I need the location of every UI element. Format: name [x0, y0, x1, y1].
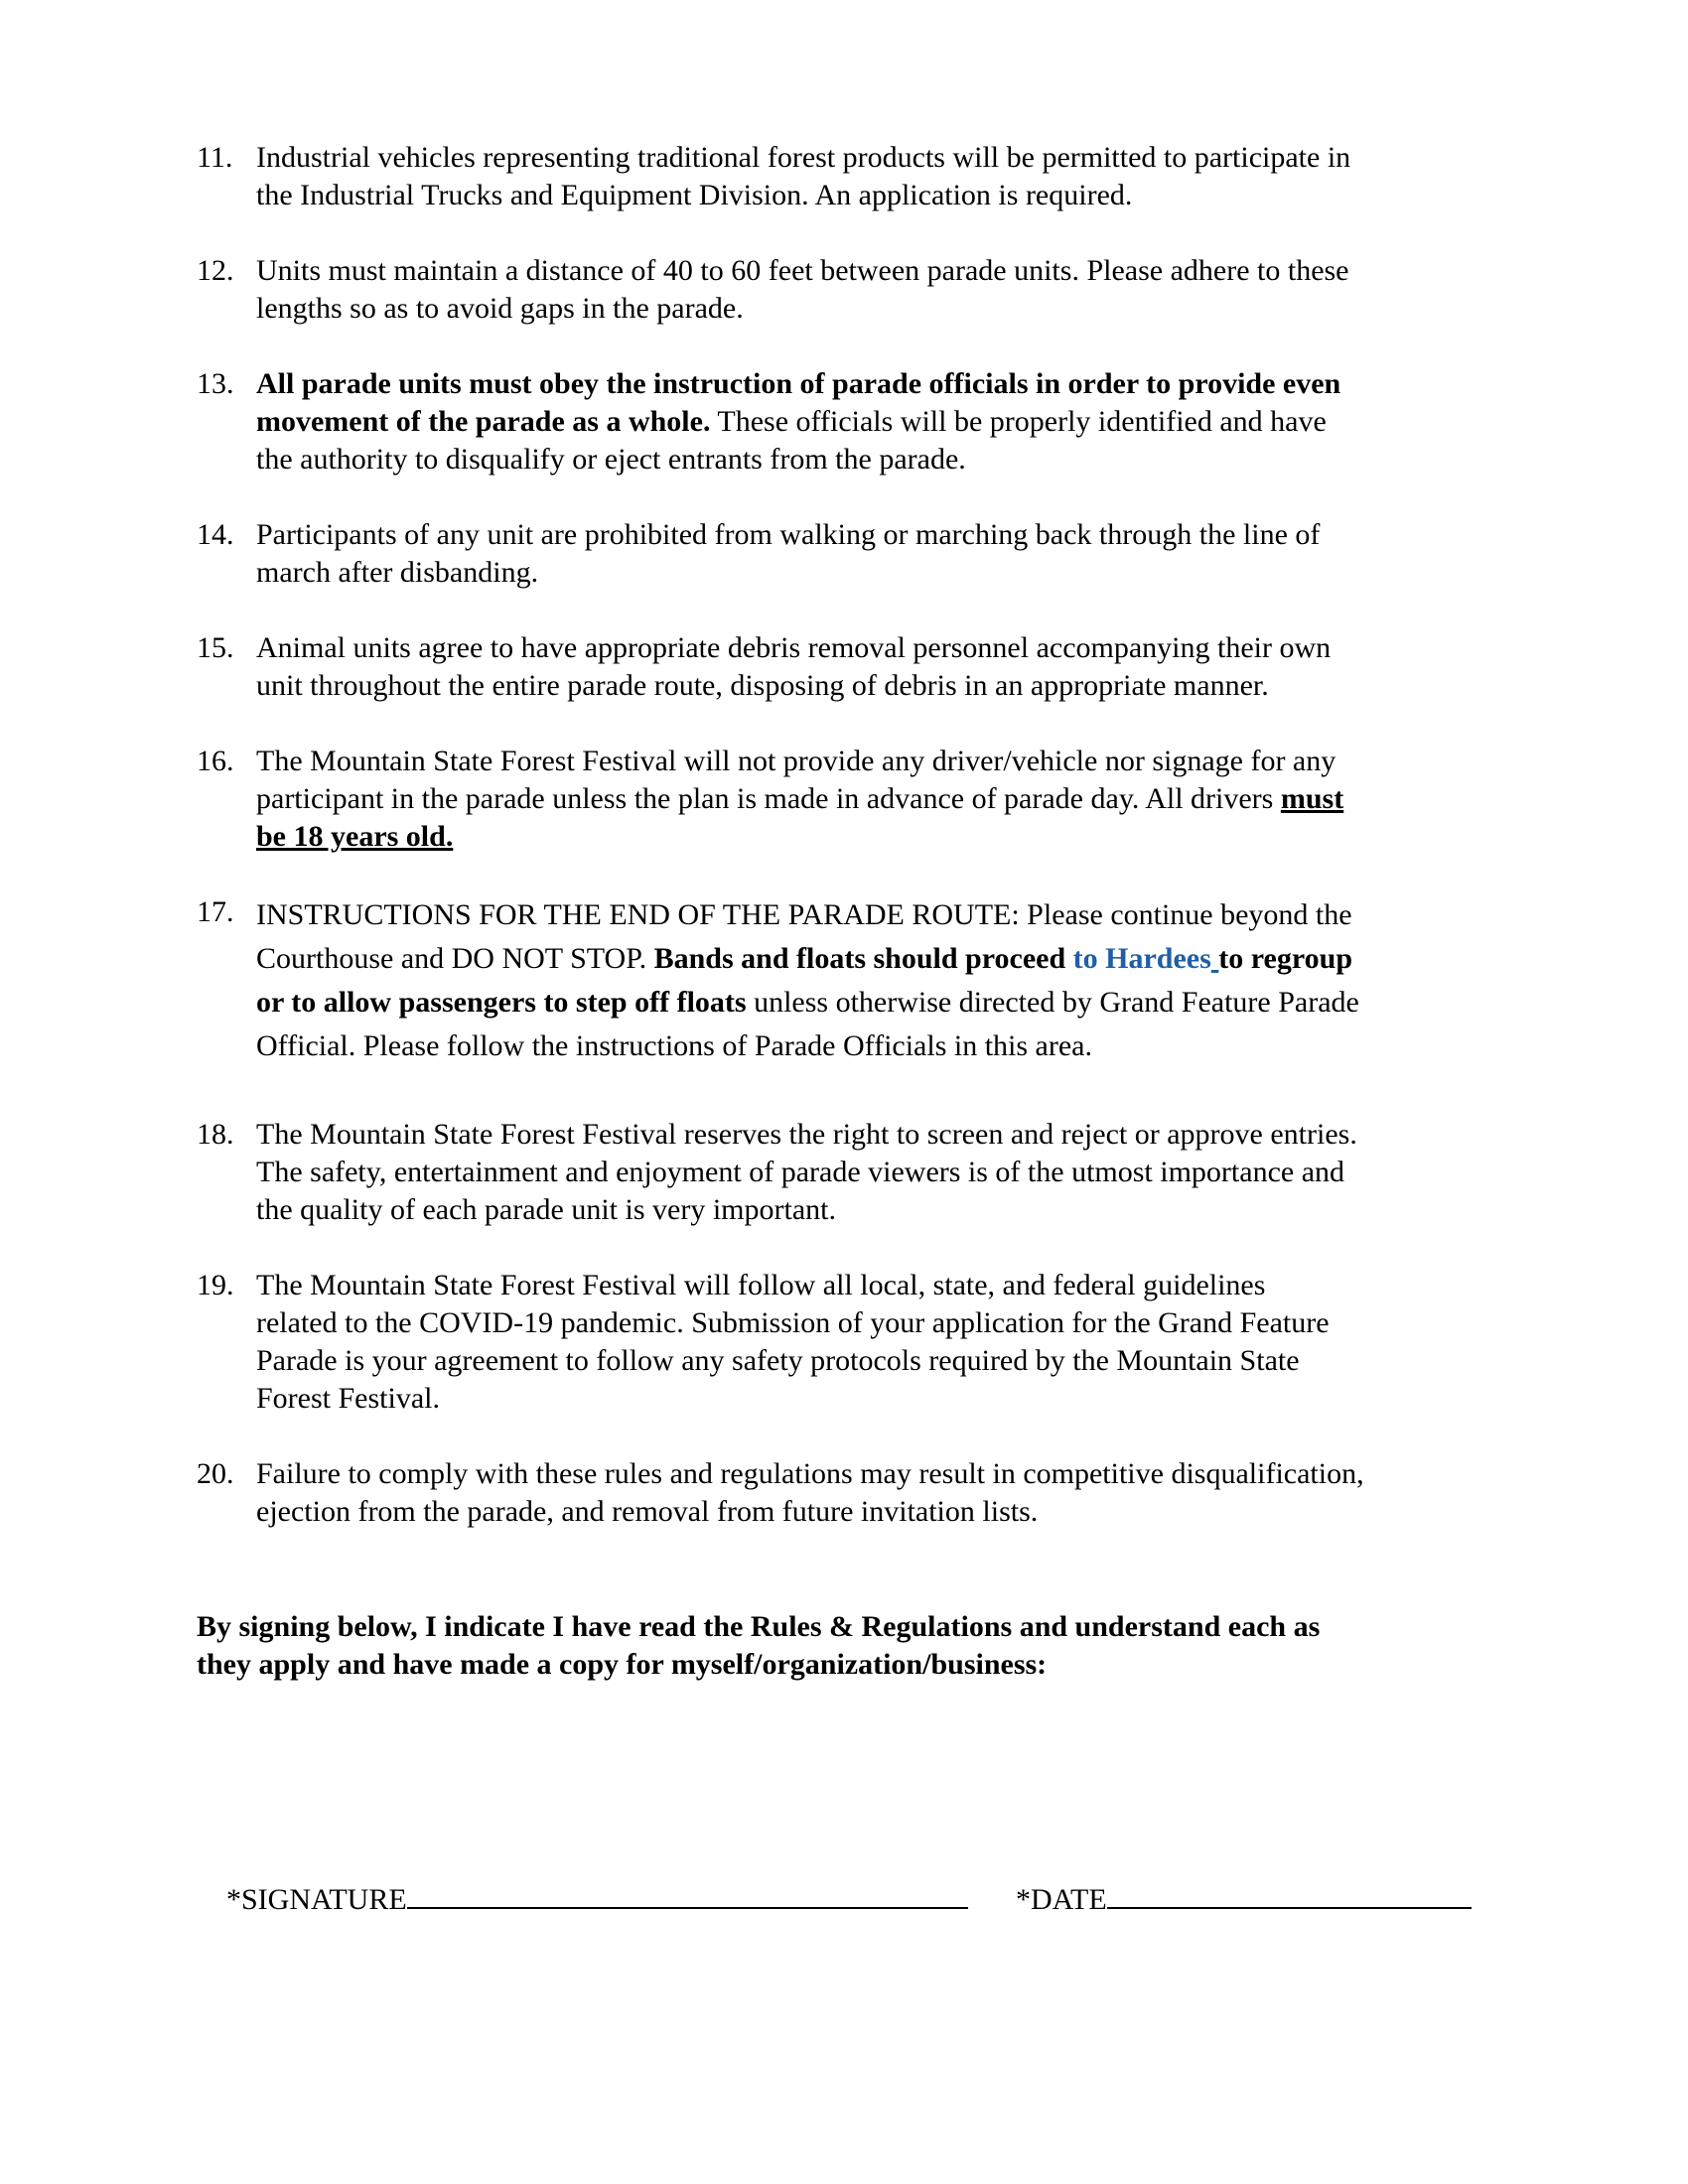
rule-line: Participants of any unit are prohibited from walking or marching back through the line of	[256, 518, 1321, 551]
date-field[interactable]	[986, 1842, 1472, 1957]
rule-line: the Industrial Trucks and Equipment Division. An application is required.	[256, 179, 1133, 211]
rule-span: Courthouse and DO NOT STOP.	[256, 942, 654, 975]
signature-field[interactable]	[197, 1842, 968, 1957]
rule-span: unless otherwise directed by Grand Feature Parade	[746, 986, 1359, 1019]
rule-text	[256, 893, 1497, 1068]
rule-text	[256, 516, 1497, 592]
rule-line: the authority to disqualify or eject entrants from the parade.	[256, 443, 966, 476]
rule-line	[256, 981, 1497, 1024]
rule-number: 17.	[197, 895, 234, 928]
signature-line[interactable]	[407, 1879, 968, 1909]
rule-bold-span: or to allow passengers to step off floats	[256, 986, 747, 1019]
rule-number: 11.	[197, 141, 233, 174]
rule-line: Forest Festival.	[256, 1382, 440, 1415]
rule-line: Failure to comply with these rules and regulations may result in competitive disqualification,	[256, 1457, 1364, 1490]
rule-number: 12.	[197, 254, 234, 287]
rule-text	[256, 1116, 1497, 1229]
rule-line: The Mountain State Forest Festival will not provide any driver/vehicle nor signage for any	[256, 745, 1336, 777]
rule-bold-span: to regroup	[1218, 942, 1353, 975]
rule-line: The Mountain State Forest Festival reserves the right to screen and reject or approve entries.	[256, 1118, 1357, 1151]
rule-line: Parade is your agreement to follow any safety protocols required by the Mountain State	[256, 1344, 1300, 1377]
rule-span: These officials will be properly identified and have	[710, 405, 1327, 438]
rule-line: INSTRUCTIONS FOR THE END OF THE PARADE ROUTE: Please continue beyond the	[256, 898, 1352, 931]
date-line[interactable]	[1107, 1879, 1472, 1909]
rule-text	[256, 629, 1497, 705]
rule-line	[256, 403, 1497, 441]
rule-line: the quality of each parade unit is very important.	[256, 1193, 836, 1226]
hardees-link[interactable]: to Hardees	[1072, 942, 1211, 975]
rule-line: Units must maintain a distance of 40 to 60 feet between parade units. Please adhere to these	[256, 254, 1349, 287]
rule-line: The Mountain State Forest Festival will follow all local, state, and federal guidelines	[256, 1269, 1266, 1301]
rule-text	[256, 1267, 1497, 1418]
acknowledgement-statement	[197, 1608, 1497, 1684]
rule-number: 18.	[197, 1118, 234, 1151]
rule-number: 13.	[197, 367, 234, 400]
rule-line: Official. Please follow the instructions of Parade Officials in this area.	[256, 1029, 1092, 1062]
rule-bold-span: Bands and floats should proceed	[653, 942, 1073, 975]
rule-text	[256, 365, 1497, 478]
rule-text	[256, 743, 1497, 856]
rule-bold-underline-span: must	[1280, 782, 1344, 815]
rule-line-bold: All parade units must obey the instruction of parade officials in order to provide even	[256, 367, 1341, 400]
rule-number: 16.	[197, 745, 234, 777]
acknowledgement-line: By signing below, I indicate I have read the Rules & Regulations and understand each as	[197, 1610, 1321, 1643]
acknowledgement-line: they apply and have made a copy for myself/organization/business:	[197, 1648, 1048, 1681]
rule-text	[256, 1455, 1497, 1531]
rule-line: lengths so as to avoid gaps in the parade.	[256, 292, 744, 325]
rule-line: Animal units agree to have appropriate debris removal personnel accompanying their own	[256, 631, 1332, 664]
rule-span: participant in the parade unless the plan is made in advance of parade day. All drivers	[256, 782, 1281, 815]
rule-text	[256, 252, 1497, 328]
signature-label: *SIGNATURE	[226, 1883, 407, 1916]
rule-line: The safety, entertainment and enjoyment of parade viewers is of the utmost importance and	[256, 1156, 1345, 1188]
rule-number: 19.	[197, 1269, 234, 1301]
rule-bold-span: movement of the parade as a whole.	[256, 405, 711, 438]
date-label: *DATE	[1016, 1883, 1107, 1916]
rule-number: 20.	[197, 1457, 234, 1490]
rule-line: march after disbanding.	[256, 556, 539, 589]
rule-text	[256, 139, 1497, 214]
rule-number: 15.	[197, 631, 234, 664]
rule-line: related to the COVID-19 pandemic. Submission of your application for the Grand Feature	[256, 1306, 1330, 1339]
rule-line: unit throughout the entire parade route, disposing of debris in an appropriate manner.	[256, 669, 1269, 702]
rule-line	[256, 937, 1497, 981]
rule-line	[256, 780, 1497, 818]
rule-number: 14.	[197, 518, 234, 551]
rule-line: Industrial vehicles representing traditional forest products will be permitted to participate in	[256, 141, 1351, 174]
rule-line-bold-underline: be 18 years old.	[256, 820, 454, 853]
rule-line: ejection from the parade, and removal from future invitation lists.	[256, 1495, 1039, 1528]
